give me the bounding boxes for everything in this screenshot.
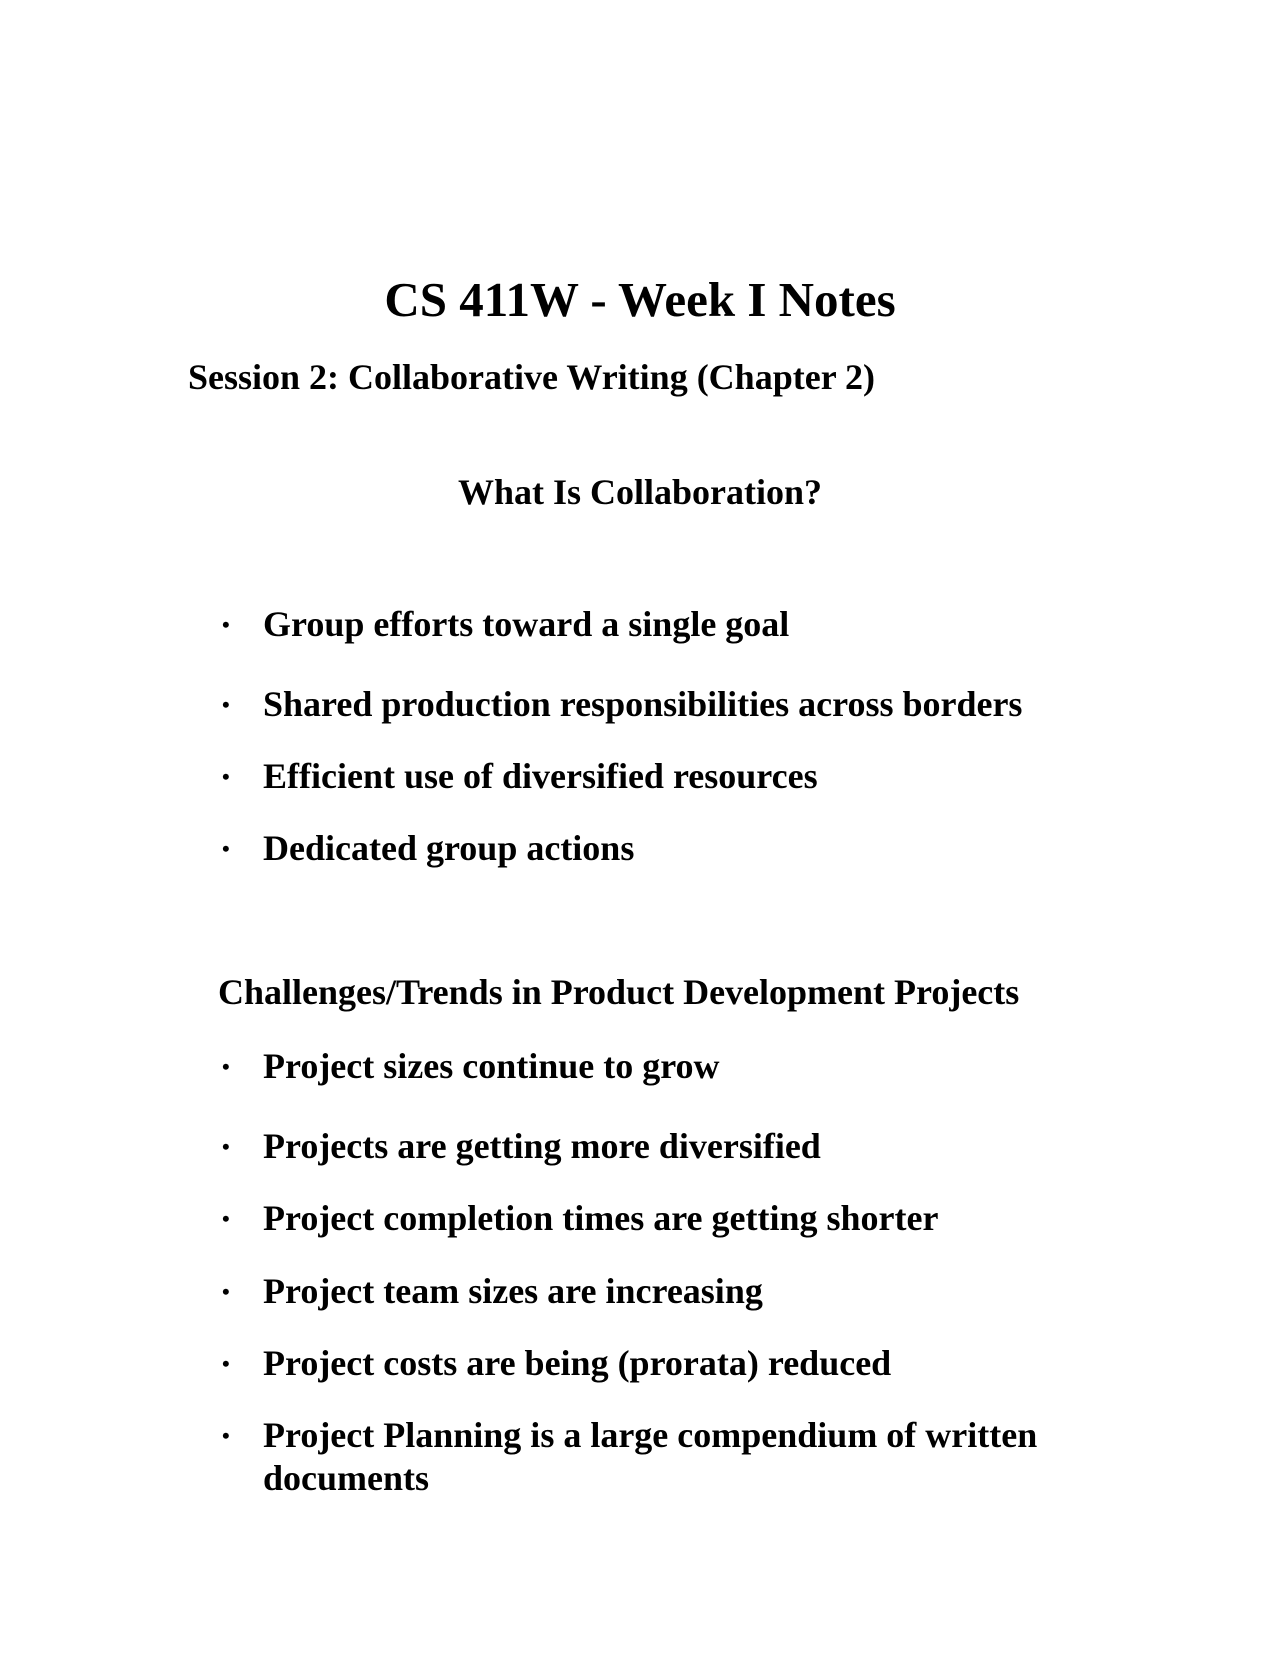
list-item	[218, 1045, 1098, 1088]
list-item-text: Project team sizes are increasing	[263, 1271, 763, 1311]
list-item	[218, 1414, 1098, 1500]
bullet-icon: •	[222, 612, 230, 637]
list-item	[218, 1270, 1098, 1313]
page-title: CS 411W - Week I Notes	[384, 272, 896, 327]
section-heading-collaboration: What Is Collaboration?	[457, 472, 823, 512]
list-item	[218, 1197, 1098, 1240]
list-item-text: Project sizes continue to grow	[263, 1046, 720, 1086]
list-item-text: Group efforts toward a single goal	[263, 604, 790, 644]
bullet-icon: •	[222, 764, 230, 789]
bullet-icon: •	[222, 1054, 230, 1079]
list-item-text: Dedicated group actions	[263, 828, 635, 868]
bullet-icon: •	[222, 1351, 230, 1376]
list-item-text: Project completion times are getting shorter	[263, 1198, 939, 1238]
bullet-icon: •	[222, 1423, 230, 1448]
bullet-icon: •	[222, 836, 230, 861]
list-item-text: Project Planning is a large compendium of written documents	[263, 1415, 1038, 1498]
bullet-icon: •	[222, 692, 230, 717]
bullet-icon: •	[222, 1279, 230, 1304]
list-item	[218, 683, 1098, 726]
list-item-text: Shared production responsibilities across borders	[263, 684, 1023, 724]
list-item	[218, 755, 1098, 798]
session-title: Session 2: Collaborative Writing (Chapter 2)	[188, 357, 876, 397]
bullet-icon: •	[222, 1134, 230, 1159]
list-item	[218, 1342, 1098, 1385]
list-item	[218, 603, 1098, 646]
list-item-text: Projects are getting more diversified	[263, 1126, 821, 1166]
list-item-text: Efficient use of diversified resources	[263, 756, 818, 796]
list-item-text: Project costs are being (prorata) reduced	[263, 1343, 892, 1383]
list-item	[218, 827, 1098, 870]
section-heading-challenges: Challenges/Trends in Product Development Projects	[218, 972, 1020, 1012]
list-item	[218, 1125, 1098, 1168]
bullet-icon: •	[222, 1206, 230, 1231]
